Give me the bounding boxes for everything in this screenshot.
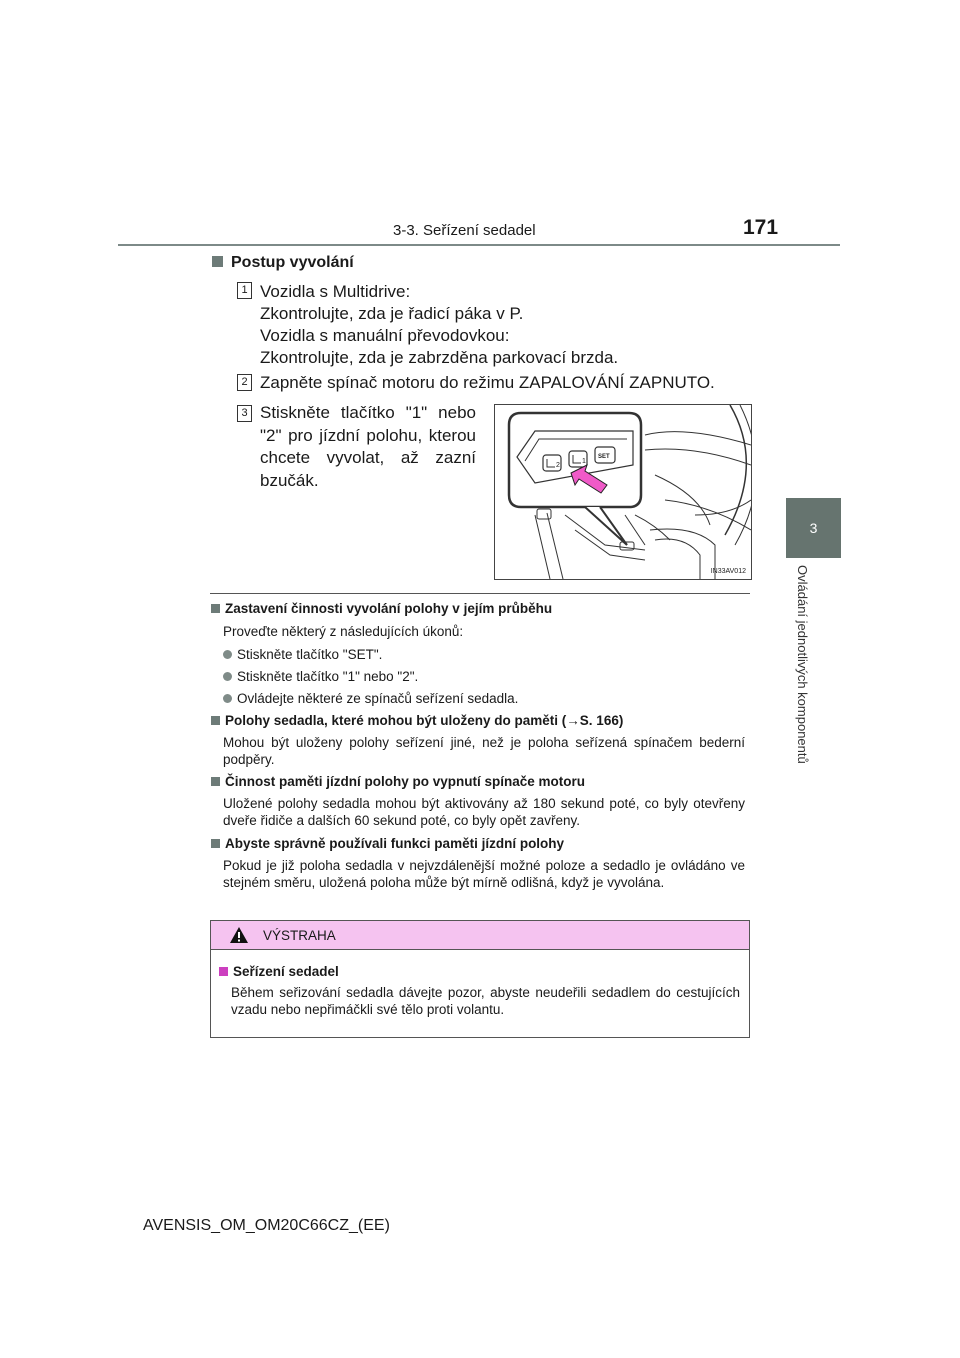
warning-header (211, 921, 749, 950)
step-1-text: Vozidla s Multidrive: Zkontrolujte, zda je řadicí páka v P. Vozidla s manuální převodovkou: Zkontrolujte, zda je zabrzděna parkovací brzda. (260, 282, 619, 367)
procedure-heading: Postup vyvolání (212, 254, 354, 272)
memory-switch-illustration (494, 404, 752, 580)
round-bullet-icon (223, 650, 232, 659)
note-4-heading: Abyste správně používali funkci paměti jízdní polohy (211, 836, 564, 851)
square-bullet-icon (211, 716, 220, 725)
warning-title: VÝSTRAHA (263, 928, 336, 943)
note-1-heading: Zastavení činnosti vyvolání polohy v jejím průběhu (211, 601, 552, 616)
warning-triangle-icon (229, 926, 249, 944)
warning-box (210, 920, 750, 1038)
step-number-1: 1 (237, 282, 252, 299)
note-1-bullet-1: Stiskněte tlačítko "SET". (223, 646, 382, 663)
set-button-label: SET (598, 454, 610, 460)
square-bullet-icon (211, 604, 220, 613)
note-1-bullet-3: Ovládejte některé ze spínačů seřízení sedadla. (223, 690, 518, 707)
note-2-body: Mohou být uloženy polohy seřízení jiné, než je poloha seřízená spínačem bederní podpěry. (223, 735, 745, 767)
square-bullet-icon (211, 839, 220, 848)
square-bullet-icon (219, 967, 228, 976)
chapter-side-title-text: Ovládání jednotlivých komponentů (795, 565, 810, 764)
note-2-heading: Polohy sedadla, které mohou být uloženy do paměti (→S. 166) (211, 713, 623, 728)
page-number: 171 (743, 216, 779, 239)
note-1-intro: Proveďte některý z následujících úkonů: (223, 624, 464, 639)
note-3-heading: Činnost paměti jízdní polohy po vypnutí spínače motoru (211, 774, 585, 789)
chapter-side-title (790, 565, 810, 810)
figure-code: IN33AV012 (710, 568, 746, 575)
note-4-body: Pokud je již poloha sedadla v nejvzdálenější možné poloze a sedadlo je ovládáno ve stejném směru, uložená poloha může být mírně odlišná, když je vyvolána. (223, 858, 745, 890)
warning-text: Během seřizování sedadla dávejte pozor, abyste neudeřili sedadlem do cestujících vzadu nebo nepřimáčkli své tělo proti volantu. (231, 985, 740, 1017)
step-number-3: 3 (237, 405, 252, 422)
step-3-text: Stiskněte tlačítko "1" nebo "2" pro jízdní polohu, kterou chcete vyvolat, až zazní bzučák. (260, 403, 476, 490)
svg-text:1: 1 (582, 458, 586, 465)
warning-subheading: Seřízení sedadel (219, 964, 339, 979)
square-bullet-icon (211, 777, 220, 786)
note-1-bullet-2: Stiskněte tlačítko "1" nebo "2". (223, 668, 418, 685)
round-bullet-icon (223, 694, 232, 703)
section-title: 3-3. Seřízení sedadel (393, 222, 536, 239)
svg-text:2: 2 (556, 462, 560, 469)
step-2-text: Zapněte spínač motoru do režimu ZAPALOVÁNÍ ZAPNUTO. (260, 373, 715, 392)
square-bullet-icon (212, 256, 223, 267)
note-3-body: Uložené polohy sedadla mohou být aktivovány až 180 sekund poté, co byly otevřeny dveře řidiče a dalších 60 sekund poté, co byly opět zavřeny. (223, 796, 745, 828)
press-arrow-icon (571, 465, 607, 493)
header-rule (118, 244, 840, 246)
document-id: AVENSIS_OM_OM20C66CZ_(EE) (143, 1217, 390, 1234)
round-bullet-icon (223, 672, 232, 681)
chapter-tab: 3 (786, 498, 841, 558)
section-separator (210, 593, 750, 594)
step-number-2: 2 (237, 374, 252, 391)
illustration-drawing (495, 405, 751, 579)
